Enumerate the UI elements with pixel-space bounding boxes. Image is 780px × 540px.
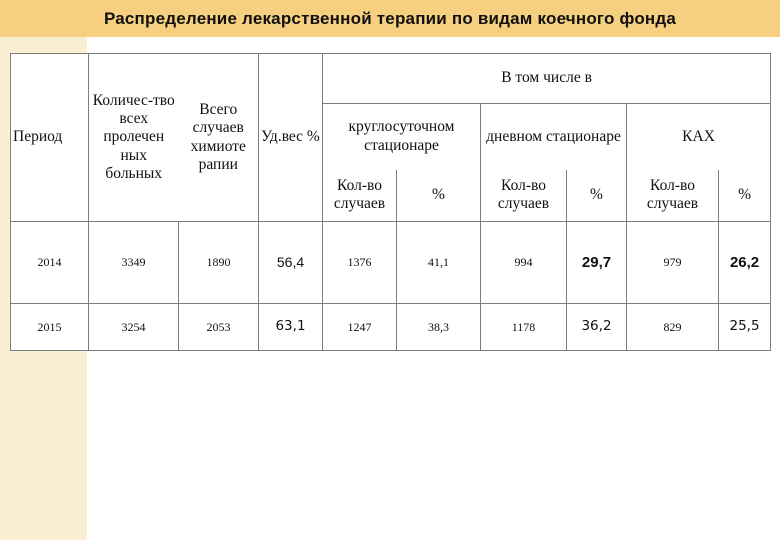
cell-year: 2014 [11,222,89,304]
header-rc-cases: Кол-во случаев [323,170,397,222]
header-share: Уд.вес % [259,54,323,222]
cell-kax-cases: 979 [627,222,719,304]
cell-year: 2015 [11,304,89,351]
cell-rc-cases: 1247 [323,304,397,351]
cell-rc-percent: 41,1 [397,222,481,304]
header-total-chemo: Всего случаев химиоте рапии [179,54,259,222]
cell-patients: 3254 [89,304,179,351]
cell-day-cases: 1178 [481,304,567,351]
cell-chemo: 2053 [179,304,259,351]
header-day-cases: Кол-во случаев [481,170,567,222]
header-day-hospital: дневном стационаре [481,104,627,170]
header-row-1 [11,54,771,104]
cell-chemo: 1890 [179,222,259,304]
table-row [11,304,771,351]
header-kax: КАХ [627,104,771,170]
therapy-distribution-table [10,53,771,351]
header-kax-percent: % [719,170,771,222]
header-kax-cases: Кол-во случаев [627,170,719,222]
cell-day-percent: 36,2 [567,304,627,351]
page-title: Распределение лекарственной терапии по видам коечного фонда [0,0,780,37]
cell-share: 63,1 [259,304,323,351]
header-period: Период [11,54,89,222]
header-including: В том числе в [323,54,771,104]
cell-kax-percent: 25,5 [719,304,771,351]
header-day-percent: % [567,170,627,222]
table-row [11,222,771,304]
cell-rc-percent: 38,3 [397,304,481,351]
cell-share: 56,4 [259,222,323,304]
cell-patients: 3349 [89,222,179,304]
header-count-patients: Количес-тво всех пролечен ных больных [89,54,179,222]
header-rc-percent: % [397,170,481,222]
header-round-clock: круглосуточном стационаре [323,104,481,170]
cell-rc-cases: 1376 [323,222,397,304]
cell-day-percent: 29,7 [567,222,627,304]
cell-day-cases: 994 [481,222,567,304]
cell-kax-percent: 26,2 [719,222,771,304]
cell-kax-cases: 829 [627,304,719,351]
